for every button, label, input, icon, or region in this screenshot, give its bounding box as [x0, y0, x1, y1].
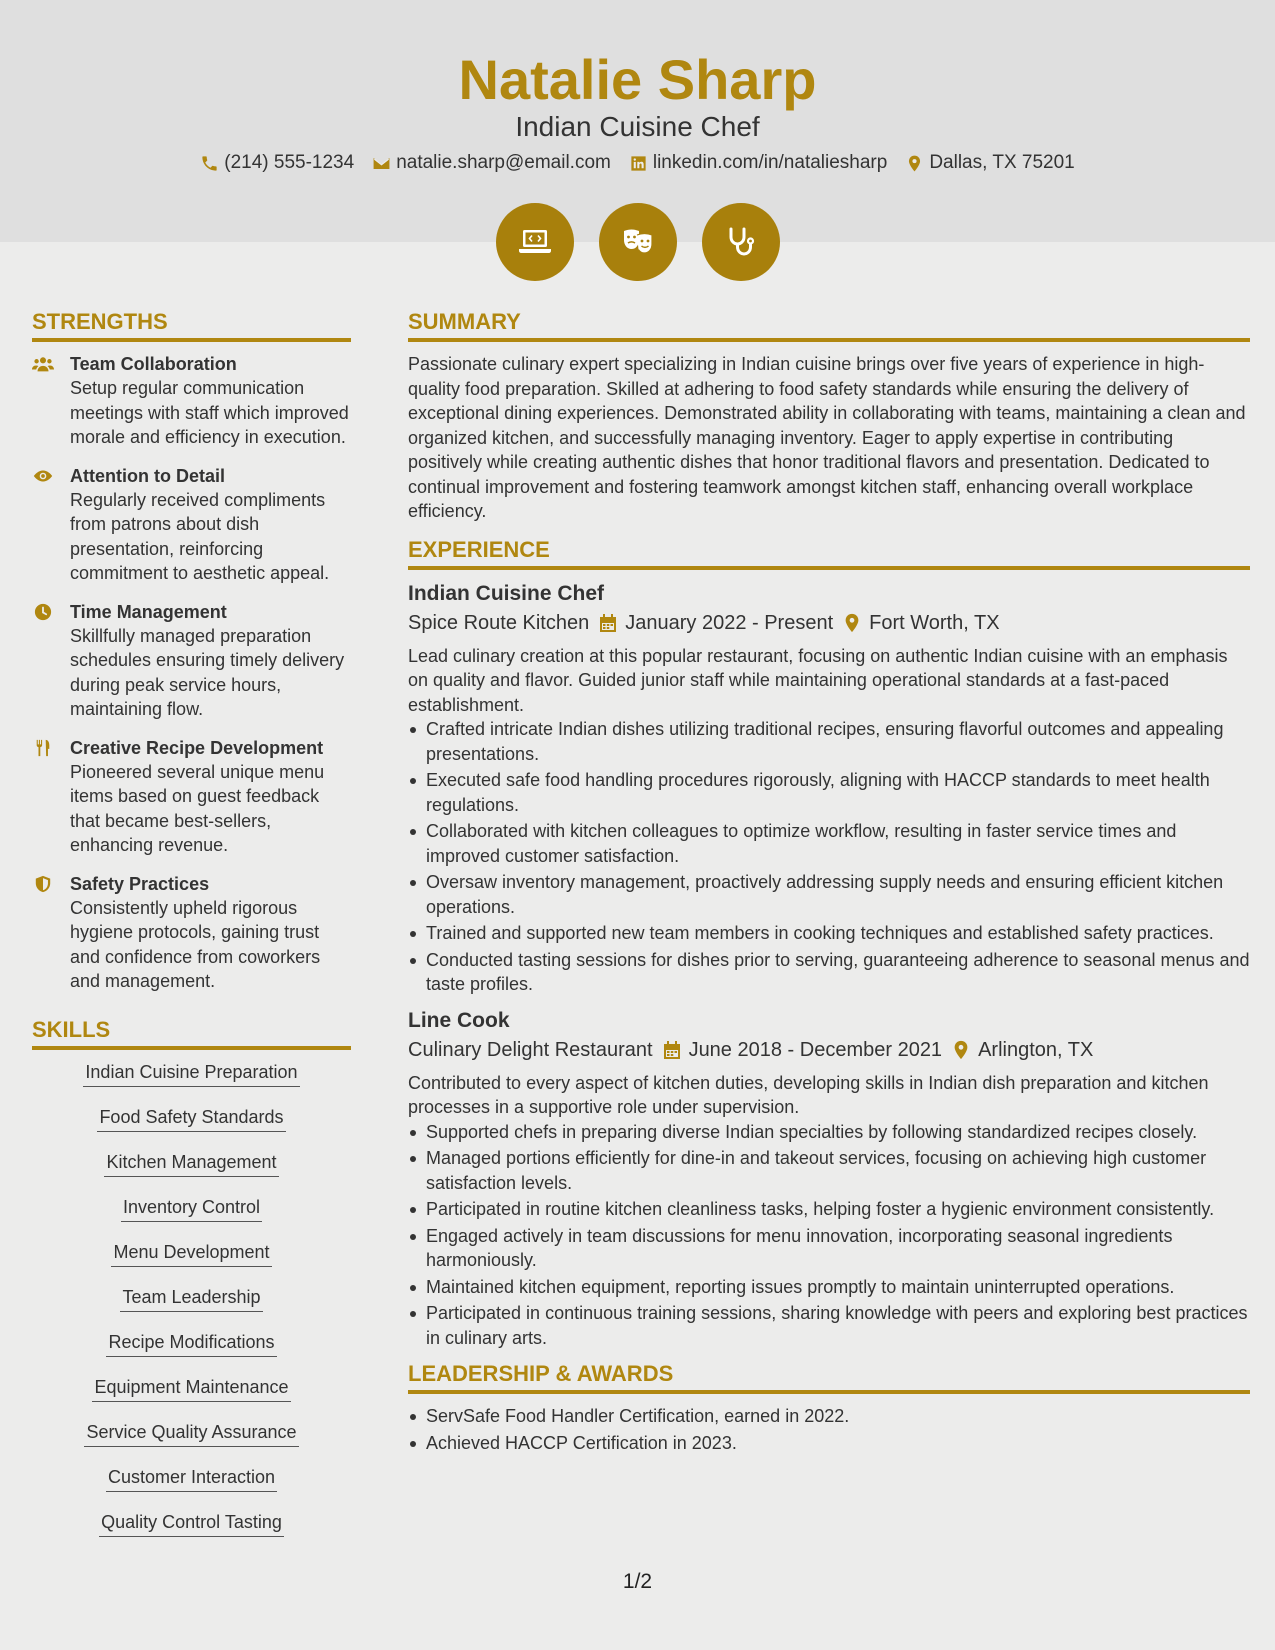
skill-item: Recipe Modifications — [106, 1330, 276, 1357]
skill-item: Equipment Maintenance — [92, 1375, 290, 1402]
job-company: Spice Route Kitchen — [408, 611, 590, 634]
job-location: Arlington, TX — [978, 1038, 1094, 1061]
calendar-icon — [599, 613, 617, 633]
eye-icon — [32, 467, 54, 485]
map-pin-icon — [843, 613, 861, 633]
contact-linkedin[interactable] — [629, 151, 887, 175]
skill-item: Team Leadership — [120, 1285, 262, 1312]
left-column — [32, 308, 351, 1555]
skills-heading: SKILLS — [32, 1016, 351, 1050]
strength-title: Attention to Detail — [70, 465, 225, 486]
list-item: Executed safe food handling procedures rigorously, aligning with HACCP standards to meet health regulations. — [408, 768, 1250, 817]
linkedin-text: linkedin.com/in/nataliesharp — [652, 152, 888, 173]
strength-title: Time Management — [70, 601, 227, 622]
skill-item: Customer Interaction — [106, 1465, 277, 1492]
candidate-role: Indian Cuisine Chef — [515, 111, 760, 142]
strength-item — [32, 352, 351, 450]
skill-item: Indian Cuisine Preparation — [83, 1060, 299, 1087]
job-title: Line Cook — [408, 1008, 510, 1032]
list-item: Participated in routine kitchen cleanliness tasks, helping foster a hygienic environment consistently. — [408, 1197, 1250, 1222]
contact-phone[interactable] — [200, 151, 354, 175]
phone-icon — [200, 154, 219, 173]
skill-item: Kitchen Management — [104, 1150, 278, 1177]
job-company: Culinary Delight Restaurant — [408, 1038, 653, 1061]
job-desc: Lead culinary creation at this popular restaurant, focusing on authentic Indian cuisine with an emphasis on quality and flavor. Guided junior staff while maintaining operational standards at a fast-paced establishment. — [408, 645, 1228, 715]
job-meta — [408, 608, 1250, 638]
list-item: ServSafe Food Handler Certification, earned in 2022. — [408, 1404, 1250, 1429]
email-text: natalie.sharp@email.com — [396, 152, 611, 173]
strengths-heading: STRENGTHS — [32, 308, 351, 342]
icon-badges — [0, 203, 1275, 281]
list-item: Crafted intricate Indian dishes utilizing traditional recipes, ensuring flavorful outcomes and appealing presentations. — [408, 717, 1250, 766]
awards-list — [408, 1404, 1250, 1455]
users-icon — [32, 355, 54, 373]
strength-item — [32, 600, 351, 722]
summary-heading: SUMMARY — [408, 308, 1250, 342]
envelope-icon — [372, 154, 391, 173]
contact-bar — [0, 151, 1275, 175]
map-pin-icon — [952, 1040, 970, 1060]
strength-desc: Pioneered several unique menu items based on guest feedback that became best-sellers, enhancing revenue. — [70, 761, 325, 855]
skill-item: Quality Control Tasting — [99, 1510, 284, 1537]
strength-item — [32, 464, 351, 586]
job-dates: January 2022 - Present — [625, 611, 834, 634]
strength-desc: Skillfully managed preparation schedules ensuring timely delivery during peak service hours, maintaining flow. — [70, 625, 345, 719]
map-pin-icon — [905, 154, 924, 173]
strength-desc: Regularly received compliments from patrons about dish presentation, reinforcing commitment to aesthetic appeal. — [70, 489, 330, 583]
strength-desc: Setup regular communication meetings with staff which improved morale and efficiency in execution. — [70, 378, 349, 447]
list-item: Supported chefs in preparing diverse Indian specialties by following standardized recipes closely. — [408, 1120, 1250, 1145]
candidate-name: Natalie Sharp — [458, 48, 817, 111]
right-column — [408, 308, 1250, 1465]
list-item: Collaborated with kitchen colleagues to optimize workflow, resulting in faster service times and improved customer satisfaction. — [408, 819, 1250, 868]
theater-masks-icon — [599, 203, 677, 281]
awards-heading: LEADERSHIP & AWARDS — [408, 1360, 1250, 1394]
skill-item: Food Safety Standards — [97, 1105, 285, 1132]
linkedin-icon — [629, 154, 648, 173]
clock-icon — [32, 603, 54, 621]
strength-item — [32, 872, 351, 994]
contact-location — [905, 151, 1074, 175]
list-item: Achieved HACCP Certification in 2023. — [408, 1431, 1250, 1456]
laptop-code-icon — [496, 203, 574, 281]
summary-text: Passionate culinary expert specializing in Indian cuisine brings over five years of experience in high-quality food preparation. Skilled at adhering to food safety standards while ensuring the delivery of exceptional dining experiences. Demonstrated ability in collaborating with teams, maintaining a clean and organized kitchen, and successfully managing inventory. Eager to apply expertise in contributing positively while creating authentic dishes that honor traditional flavors and presentation. Dedicated to continual improvement and fostering teamwork amongst kitchen staff, enhancing overall workplace efficiency. — [408, 354, 1246, 521]
location-text: Dallas, TX 75201 — [929, 152, 1075, 173]
job-bullets — [408, 1120, 1250, 1351]
page-number: 1/2 — [622, 1570, 653, 1593]
contact-email[interactable] — [372, 151, 611, 175]
job-title: Indian Cuisine Chef — [408, 581, 605, 605]
utensils-icon — [32, 739, 54, 757]
skills-list — [32, 1060, 351, 1555]
list-item: Participated in continuous training sessions, sharing knowledge with peers and exploring best practices in culinary arts. — [408, 1301, 1250, 1350]
strength-item — [32, 736, 351, 858]
calendar-icon — [663, 1040, 681, 1060]
list-item: Conducted tasting sessions for dishes prior to serving, guaranteeing adherence to seasonal menus and taste profiles. — [408, 948, 1250, 997]
list-item: Maintained kitchen equipment, reporting issues promptly to maintain uninterrupted operations. — [408, 1275, 1250, 1300]
skill-item: Inventory Control — [121, 1195, 262, 1222]
job-location: Fort Worth, TX — [869, 611, 1000, 634]
phone-text: (214) 555-1234 — [224, 152, 355, 173]
list-item: Oversaw inventory management, proactively addressing supply needs and ensuring efficient kitchen operations. — [408, 870, 1250, 919]
strength-title: Team Collaboration — [70, 354, 237, 374]
skill-item: Service Quality Assurance — [84, 1420, 298, 1447]
shield-icon — [32, 875, 54, 893]
strength-desc: Consistently upheld rigorous hygiene protocols, gaining trust and confidence from coworkers and management. — [70, 897, 321, 991]
stethoscope-icon — [702, 203, 780, 281]
strength-title: Creative Recipe Development — [70, 737, 324, 758]
job-entry — [408, 1007, 1250, 1351]
strength-title: Safety Practices — [70, 873, 210, 894]
list-item: Engaged actively in team discussions for menu innovation, incorporating seasonal ingredients harmoniously. — [408, 1224, 1250, 1273]
list-item: Managed portions efficiently for dine-in and takeout services, focusing on achieving high customer satisfaction levels. — [408, 1146, 1250, 1195]
list-item: Trained and supported new team members in cooking techniques and established safety practices. — [408, 921, 1250, 946]
job-dates: June 2018 - December 2021 — [688, 1038, 943, 1061]
job-meta — [408, 1035, 1250, 1065]
job-desc: Contributed to every aspect of kitchen duties, developing skills in Indian dish preparation and kitchen processes in a supportive role under supervision. — [408, 1072, 1209, 1117]
experience-heading: EXPERIENCE — [408, 536, 1250, 570]
skill-item: Menu Development — [111, 1240, 271, 1267]
job-entry — [408, 580, 1250, 997]
job-bullets — [408, 717, 1250, 997]
